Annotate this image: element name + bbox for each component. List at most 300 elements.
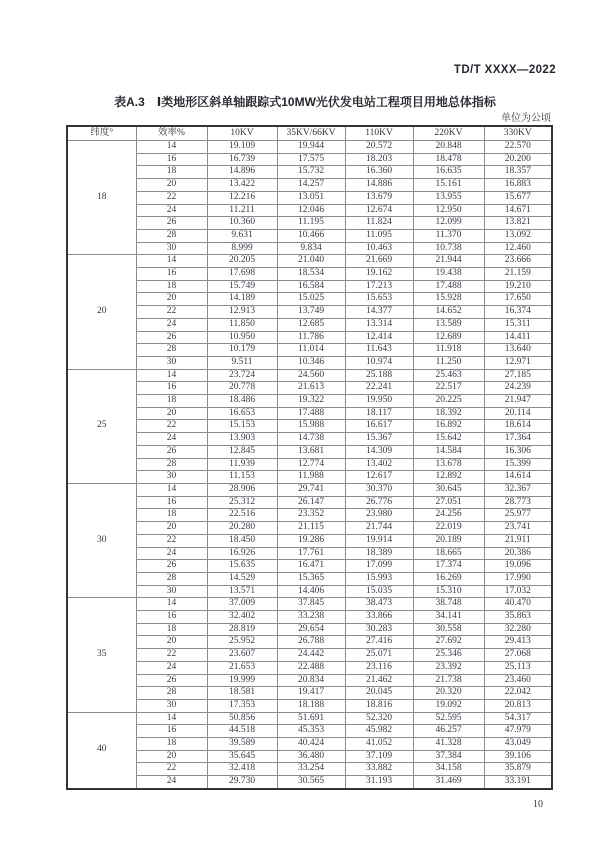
land-use-indicator-table bbox=[66, 125, 553, 790]
value-cell: 21.944 bbox=[413, 255, 484, 268]
value-cell: 19.914 bbox=[345, 534, 413, 547]
value-cell: 12.689 bbox=[413, 331, 484, 344]
value-cell: 29.741 bbox=[277, 483, 345, 496]
value-cell: 18.486 bbox=[207, 395, 277, 408]
value-cell: 43.049 bbox=[484, 738, 552, 751]
value-cell: 18.389 bbox=[345, 547, 413, 560]
value-cell: 15.928 bbox=[413, 293, 484, 306]
value-cell: 25.952 bbox=[207, 636, 277, 649]
value-cell: 16.653 bbox=[207, 407, 277, 420]
value-cell: 24.256 bbox=[413, 509, 484, 522]
table-row bbox=[67, 268, 552, 281]
efficiency-cell: 18 bbox=[136, 623, 207, 636]
value-cell: 19.322 bbox=[277, 395, 345, 408]
value-cell: 27.416 bbox=[345, 636, 413, 649]
value-cell: 11.014 bbox=[277, 344, 345, 357]
value-cell: 52.320 bbox=[345, 712, 413, 725]
value-cell: 26.147 bbox=[277, 496, 345, 509]
value-cell: 27.051 bbox=[413, 496, 484, 509]
value-cell: 11.370 bbox=[413, 229, 484, 242]
table-row bbox=[67, 382, 552, 395]
table-row bbox=[67, 547, 552, 560]
latitude-cell: 35 bbox=[67, 598, 136, 712]
efficiency-cell: 16 bbox=[136, 496, 207, 509]
column-header-2: 10KV bbox=[207, 126, 277, 141]
value-cell: 10.179 bbox=[207, 344, 277, 357]
efficiency-cell: 18 bbox=[136, 509, 207, 522]
value-cell: 19.109 bbox=[207, 141, 277, 154]
table-row bbox=[67, 153, 552, 166]
table-row bbox=[67, 217, 552, 230]
value-cell: 10.950 bbox=[207, 331, 277, 344]
value-cell: 15.310 bbox=[413, 585, 484, 598]
value-cell: 46.257 bbox=[413, 725, 484, 738]
value-cell: 52.595 bbox=[413, 712, 484, 725]
efficiency-cell: 26 bbox=[136, 560, 207, 573]
value-cell: 23.741 bbox=[484, 522, 552, 535]
table-row bbox=[67, 166, 552, 179]
value-cell: 12.414 bbox=[345, 331, 413, 344]
value-cell: 23.116 bbox=[345, 661, 413, 674]
value-cell: 28.819 bbox=[207, 623, 277, 636]
value-cell: 11.643 bbox=[345, 344, 413, 357]
value-cell: 10.974 bbox=[345, 356, 413, 369]
value-cell: 29.654 bbox=[277, 623, 345, 636]
efficiency-cell: 26 bbox=[136, 217, 207, 230]
value-cell: 16.892 bbox=[413, 420, 484, 433]
value-cell: 17.353 bbox=[207, 699, 277, 712]
efficiency-cell: 14 bbox=[136, 255, 207, 268]
efficiency-cell: 24 bbox=[136, 318, 207, 331]
value-cell: 33.191 bbox=[484, 776, 552, 789]
value-cell: 37.009 bbox=[207, 598, 277, 611]
value-cell: 11.095 bbox=[345, 229, 413, 242]
value-cell: 37.109 bbox=[345, 750, 413, 763]
value-cell: 41.328 bbox=[413, 738, 484, 751]
table-row bbox=[67, 687, 552, 700]
table-row bbox=[67, 623, 552, 636]
value-cell: 20.386 bbox=[484, 547, 552, 560]
value-cell: 28.906 bbox=[207, 483, 277, 496]
value-cell: 20.114 bbox=[484, 407, 552, 420]
efficiency-cell: 22 bbox=[136, 534, 207, 547]
value-cell: 11.153 bbox=[207, 471, 277, 484]
value-cell: 13.640 bbox=[484, 344, 552, 357]
value-cell: 12.617 bbox=[345, 471, 413, 484]
value-cell: 32.402 bbox=[207, 611, 277, 624]
value-cell: 36.480 bbox=[277, 750, 345, 763]
value-cell: 33.882 bbox=[345, 763, 413, 776]
value-cell: 14.614 bbox=[484, 471, 552, 484]
value-cell: 25.463 bbox=[413, 369, 484, 382]
value-cell: 15.367 bbox=[345, 433, 413, 446]
value-cell: 40.470 bbox=[484, 598, 552, 611]
efficiency-cell: 24 bbox=[136, 776, 207, 789]
efficiency-cell: 24 bbox=[136, 661, 207, 674]
value-cell: 11.939 bbox=[207, 458, 277, 471]
value-cell: 38.473 bbox=[345, 598, 413, 611]
efficiency-cell: 22 bbox=[136, 649, 207, 662]
value-cell: 16.306 bbox=[484, 445, 552, 458]
value-cell: 18.581 bbox=[207, 687, 277, 700]
value-cell: 20.778 bbox=[207, 382, 277, 395]
value-cell: 18.534 bbox=[277, 268, 345, 281]
value-cell: 27.185 bbox=[484, 369, 552, 382]
value-cell: 18.188 bbox=[277, 699, 345, 712]
table-row bbox=[67, 763, 552, 776]
value-cell: 44.518 bbox=[207, 725, 277, 738]
value-cell: 24.239 bbox=[484, 382, 552, 395]
table-row bbox=[67, 445, 552, 458]
value-cell: 20.848 bbox=[413, 141, 484, 154]
efficiency-cell: 14 bbox=[136, 483, 207, 496]
value-cell: 17.213 bbox=[345, 280, 413, 293]
value-cell: 11.195 bbox=[277, 217, 345, 230]
value-cell: 12.685 bbox=[277, 318, 345, 331]
value-cell: 15.642 bbox=[413, 433, 484, 446]
value-cell: 39.106 bbox=[484, 750, 552, 763]
table-row bbox=[67, 699, 552, 712]
value-cell: 16.360 bbox=[345, 166, 413, 179]
table-row bbox=[67, 331, 552, 344]
value-cell: 14.671 bbox=[484, 204, 552, 217]
value-cell: 12.845 bbox=[207, 445, 277, 458]
efficiency-cell: 22 bbox=[136, 763, 207, 776]
value-cell: 18.665 bbox=[413, 547, 484, 560]
value-cell: 16.584 bbox=[277, 280, 345, 293]
column-header-5: 220KV bbox=[413, 126, 484, 141]
table-row bbox=[67, 725, 552, 738]
value-cell: 16.471 bbox=[277, 560, 345, 573]
value-cell: 14.584 bbox=[413, 445, 484, 458]
value-cell: 17.032 bbox=[484, 585, 552, 598]
value-cell: 13.051 bbox=[277, 191, 345, 204]
table-body bbox=[67, 141, 552, 789]
value-cell: 32.367 bbox=[484, 483, 552, 496]
value-cell: 25.071 bbox=[345, 649, 413, 662]
value-cell: 10.346 bbox=[277, 356, 345, 369]
efficiency-cell: 28 bbox=[136, 344, 207, 357]
value-cell: 16.926 bbox=[207, 547, 277, 560]
table-row bbox=[67, 179, 552, 192]
value-cell: 13.422 bbox=[207, 179, 277, 192]
table-row bbox=[67, 483, 552, 496]
value-cell: 25.113 bbox=[484, 661, 552, 674]
value-cell: 9.631 bbox=[207, 229, 277, 242]
table-row bbox=[67, 433, 552, 446]
table-row bbox=[67, 496, 552, 509]
value-cell: 20.320 bbox=[413, 687, 484, 700]
value-cell: 13.402 bbox=[345, 458, 413, 471]
table-row bbox=[67, 674, 552, 687]
value-cell: 18.392 bbox=[413, 407, 484, 420]
value-cell: 11.786 bbox=[277, 331, 345, 344]
value-cell: 17.364 bbox=[484, 433, 552, 446]
table-row bbox=[67, 191, 552, 204]
value-cell: 30.558 bbox=[413, 623, 484, 636]
value-cell: 13.955 bbox=[413, 191, 484, 204]
table-row bbox=[67, 255, 552, 268]
value-cell: 16.635 bbox=[413, 166, 484, 179]
value-cell: 35.645 bbox=[207, 750, 277, 763]
value-cell: 13.589 bbox=[413, 318, 484, 331]
value-cell: 45.982 bbox=[345, 725, 413, 738]
value-cell: 31.193 bbox=[345, 776, 413, 789]
value-cell: 29.413 bbox=[484, 636, 552, 649]
efficiency-cell: 14 bbox=[136, 369, 207, 382]
value-cell: 39.589 bbox=[207, 738, 277, 751]
value-cell: 13.821 bbox=[484, 217, 552, 230]
value-cell: 17.761 bbox=[277, 547, 345, 560]
efficiency-cell: 28 bbox=[136, 572, 207, 585]
value-cell: 22.570 bbox=[484, 141, 552, 154]
latitude-cell: 20 bbox=[67, 255, 136, 369]
column-header-6: 330KV bbox=[484, 126, 552, 141]
value-cell: 19.438 bbox=[413, 268, 484, 281]
value-cell: 15.035 bbox=[345, 585, 413, 598]
table-row bbox=[67, 636, 552, 649]
value-cell: 15.677 bbox=[484, 191, 552, 204]
value-cell: 14.652 bbox=[413, 306, 484, 319]
table-row bbox=[67, 141, 552, 154]
value-cell: 15.635 bbox=[207, 560, 277, 573]
value-cell: 30.645 bbox=[413, 483, 484, 496]
table-row bbox=[67, 344, 552, 357]
efficiency-cell: 20 bbox=[136, 407, 207, 420]
value-cell: 15.153 bbox=[207, 420, 277, 433]
value-cell: 35.879 bbox=[484, 763, 552, 776]
value-cell: 51.691 bbox=[277, 712, 345, 725]
table-row bbox=[67, 471, 552, 484]
value-cell: 12.892 bbox=[413, 471, 484, 484]
column-header-0: 纬度° bbox=[67, 126, 136, 141]
value-cell: 13.681 bbox=[277, 445, 345, 458]
value-cell: 19.950 bbox=[345, 395, 413, 408]
value-cell: 15.988 bbox=[277, 420, 345, 433]
value-cell: 19.210 bbox=[484, 280, 552, 293]
efficiency-cell: 20 bbox=[136, 179, 207, 192]
value-cell: 30.565 bbox=[277, 776, 345, 789]
value-cell: 14.738 bbox=[277, 433, 345, 446]
efficiency-cell: 20 bbox=[136, 636, 207, 649]
table-row bbox=[67, 293, 552, 306]
value-cell: 20.200 bbox=[484, 153, 552, 166]
table-row bbox=[67, 776, 552, 789]
efficiency-cell: 14 bbox=[136, 141, 207, 154]
value-cell: 21.738 bbox=[413, 674, 484, 687]
value-cell: 19.944 bbox=[277, 141, 345, 154]
header-row bbox=[67, 126, 552, 141]
value-cell: 20.834 bbox=[277, 674, 345, 687]
latitude-cell: 30 bbox=[67, 483, 136, 597]
efficiency-cell: 18 bbox=[136, 280, 207, 293]
value-cell: 16.883 bbox=[484, 179, 552, 192]
value-cell: 21.613 bbox=[277, 382, 345, 395]
value-cell: 21.911 bbox=[484, 534, 552, 547]
table-row bbox=[67, 407, 552, 420]
value-cell: 37.845 bbox=[277, 598, 345, 611]
value-cell: 17.575 bbox=[277, 153, 345, 166]
unit-note: 单位为公顷 bbox=[501, 113, 551, 124]
value-cell: 11.918 bbox=[413, 344, 484, 357]
value-cell: 27.068 bbox=[484, 649, 552, 662]
value-cell: 32.280 bbox=[484, 623, 552, 636]
table-row bbox=[67, 204, 552, 217]
table-row bbox=[67, 534, 552, 547]
value-cell: 21.669 bbox=[345, 255, 413, 268]
value-cell: 31.469 bbox=[413, 776, 484, 789]
table-row bbox=[67, 572, 552, 585]
value-cell: 21.159 bbox=[484, 268, 552, 281]
value-cell: 15.365 bbox=[277, 572, 345, 585]
value-cell: 20.280 bbox=[207, 522, 277, 535]
value-cell: 20.045 bbox=[345, 687, 413, 700]
value-cell: 21.462 bbox=[345, 674, 413, 687]
table-row bbox=[67, 458, 552, 471]
value-cell: 45.353 bbox=[277, 725, 345, 738]
value-cell: 23.724 bbox=[207, 369, 277, 382]
efficiency-cell: 24 bbox=[136, 204, 207, 217]
value-cell: 18.203 bbox=[345, 153, 413, 166]
value-cell: 14.309 bbox=[345, 445, 413, 458]
value-cell: 16.739 bbox=[207, 153, 277, 166]
value-cell: 23.666 bbox=[484, 255, 552, 268]
table-row bbox=[67, 280, 552, 293]
efficiency-cell: 20 bbox=[136, 522, 207, 535]
table-title: 表A.3 Ⅰ类地形区斜单轴跟踪式10MW光伏发电站工程项目用地总体指标 bbox=[114, 95, 496, 109]
latitude-cell: 40 bbox=[67, 712, 136, 789]
value-cell: 17.099 bbox=[345, 560, 413, 573]
value-cell: 26.776 bbox=[345, 496, 413, 509]
value-cell: 25.977 bbox=[484, 509, 552, 522]
table-row bbox=[67, 509, 552, 522]
table-row bbox=[67, 560, 552, 573]
value-cell: 16.617 bbox=[345, 420, 413, 433]
value-cell: 33.866 bbox=[345, 611, 413, 624]
value-cell: 9.511 bbox=[207, 356, 277, 369]
latitude-cell: 25 bbox=[67, 369, 136, 483]
value-cell: 11.988 bbox=[277, 471, 345, 484]
efficiency-cell: 18 bbox=[136, 738, 207, 751]
efficiency-cell: 26 bbox=[136, 674, 207, 687]
value-cell: 22.488 bbox=[277, 661, 345, 674]
efficiency-cell: 30 bbox=[136, 699, 207, 712]
value-cell: 10.738 bbox=[413, 242, 484, 255]
table-row bbox=[67, 420, 552, 433]
value-cell: 11.824 bbox=[345, 217, 413, 230]
value-cell: 10.463 bbox=[345, 242, 413, 255]
value-cell: 11.850 bbox=[207, 318, 277, 331]
table-row bbox=[67, 750, 552, 763]
table-row bbox=[67, 522, 552, 535]
value-cell: 54.317 bbox=[484, 712, 552, 725]
value-cell: 25.346 bbox=[413, 649, 484, 662]
value-cell: 21.653 bbox=[207, 661, 277, 674]
value-cell: 12.950 bbox=[413, 204, 484, 217]
value-cell: 20.189 bbox=[413, 534, 484, 547]
efficiency-cell: 20 bbox=[136, 750, 207, 763]
efficiency-cell: 16 bbox=[136, 382, 207, 395]
efficiency-cell: 14 bbox=[136, 712, 207, 725]
value-cell: 11.250 bbox=[413, 356, 484, 369]
efficiency-cell: 26 bbox=[136, 331, 207, 344]
value-cell: 14.257 bbox=[277, 179, 345, 192]
value-cell: 14.189 bbox=[207, 293, 277, 306]
value-cell: 34.141 bbox=[413, 611, 484, 624]
value-cell: 15.161 bbox=[413, 179, 484, 192]
efficiency-cell: 28 bbox=[136, 229, 207, 242]
table-row bbox=[67, 585, 552, 598]
value-cell: 41.052 bbox=[345, 738, 413, 751]
column-header-3: 35KV/66KV bbox=[277, 126, 345, 141]
value-cell: 32.418 bbox=[207, 763, 277, 776]
value-cell: 12.216 bbox=[207, 191, 277, 204]
value-cell: 25.312 bbox=[207, 496, 277, 509]
table-row bbox=[67, 598, 552, 611]
efficiency-cell: 22 bbox=[136, 191, 207, 204]
value-cell: 12.913 bbox=[207, 306, 277, 319]
value-cell: 15.399 bbox=[484, 458, 552, 471]
efficiency-cell: 22 bbox=[136, 306, 207, 319]
value-cell: 13.749 bbox=[277, 306, 345, 319]
efficiency-cell: 18 bbox=[136, 395, 207, 408]
value-cell: 14.406 bbox=[277, 585, 345, 598]
table-row bbox=[67, 242, 552, 255]
value-cell: 18.478 bbox=[413, 153, 484, 166]
value-cell: 13.092 bbox=[484, 229, 552, 242]
value-cell: 27.692 bbox=[413, 636, 484, 649]
efficiency-cell: 22 bbox=[136, 420, 207, 433]
value-cell: 23.980 bbox=[345, 509, 413, 522]
value-cell: 20.205 bbox=[207, 255, 277, 268]
value-cell: 17.488 bbox=[277, 407, 345, 420]
value-cell: 33.254 bbox=[277, 763, 345, 776]
value-cell: 18.816 bbox=[345, 699, 413, 712]
value-cell: 18.117 bbox=[345, 407, 413, 420]
table-row bbox=[67, 306, 552, 319]
value-cell: 30.283 bbox=[345, 623, 413, 636]
value-cell: 19.096 bbox=[484, 560, 552, 573]
value-cell: 14.411 bbox=[484, 331, 552, 344]
value-cell: 19.092 bbox=[413, 699, 484, 712]
value-cell: 38.748 bbox=[413, 598, 484, 611]
value-cell: 28.773 bbox=[484, 496, 552, 509]
value-cell: 22.517 bbox=[413, 382, 484, 395]
value-cell: 14.896 bbox=[207, 166, 277, 179]
value-cell: 22.042 bbox=[484, 687, 552, 700]
value-cell: 17.698 bbox=[207, 268, 277, 281]
efficiency-cell: 14 bbox=[136, 598, 207, 611]
value-cell: 15.025 bbox=[277, 293, 345, 306]
value-cell: 18.614 bbox=[484, 420, 552, 433]
value-cell: 20.813 bbox=[484, 699, 552, 712]
value-cell: 25.188 bbox=[345, 369, 413, 382]
value-cell: 34.158 bbox=[413, 763, 484, 776]
value-cell: 15.749 bbox=[207, 280, 277, 293]
value-cell: 23.392 bbox=[413, 661, 484, 674]
value-cell: 17.650 bbox=[484, 293, 552, 306]
efficiency-cell: 30 bbox=[136, 356, 207, 369]
efficiency-cell: 16 bbox=[136, 268, 207, 281]
table-row bbox=[67, 611, 552, 624]
efficiency-cell: 16 bbox=[136, 611, 207, 624]
value-cell: 22.516 bbox=[207, 509, 277, 522]
value-cell: 19.286 bbox=[277, 534, 345, 547]
value-cell: 21.115 bbox=[277, 522, 345, 535]
value-cell: 23.352 bbox=[277, 509, 345, 522]
value-cell: 14.377 bbox=[345, 306, 413, 319]
value-cell: 21.040 bbox=[277, 255, 345, 268]
